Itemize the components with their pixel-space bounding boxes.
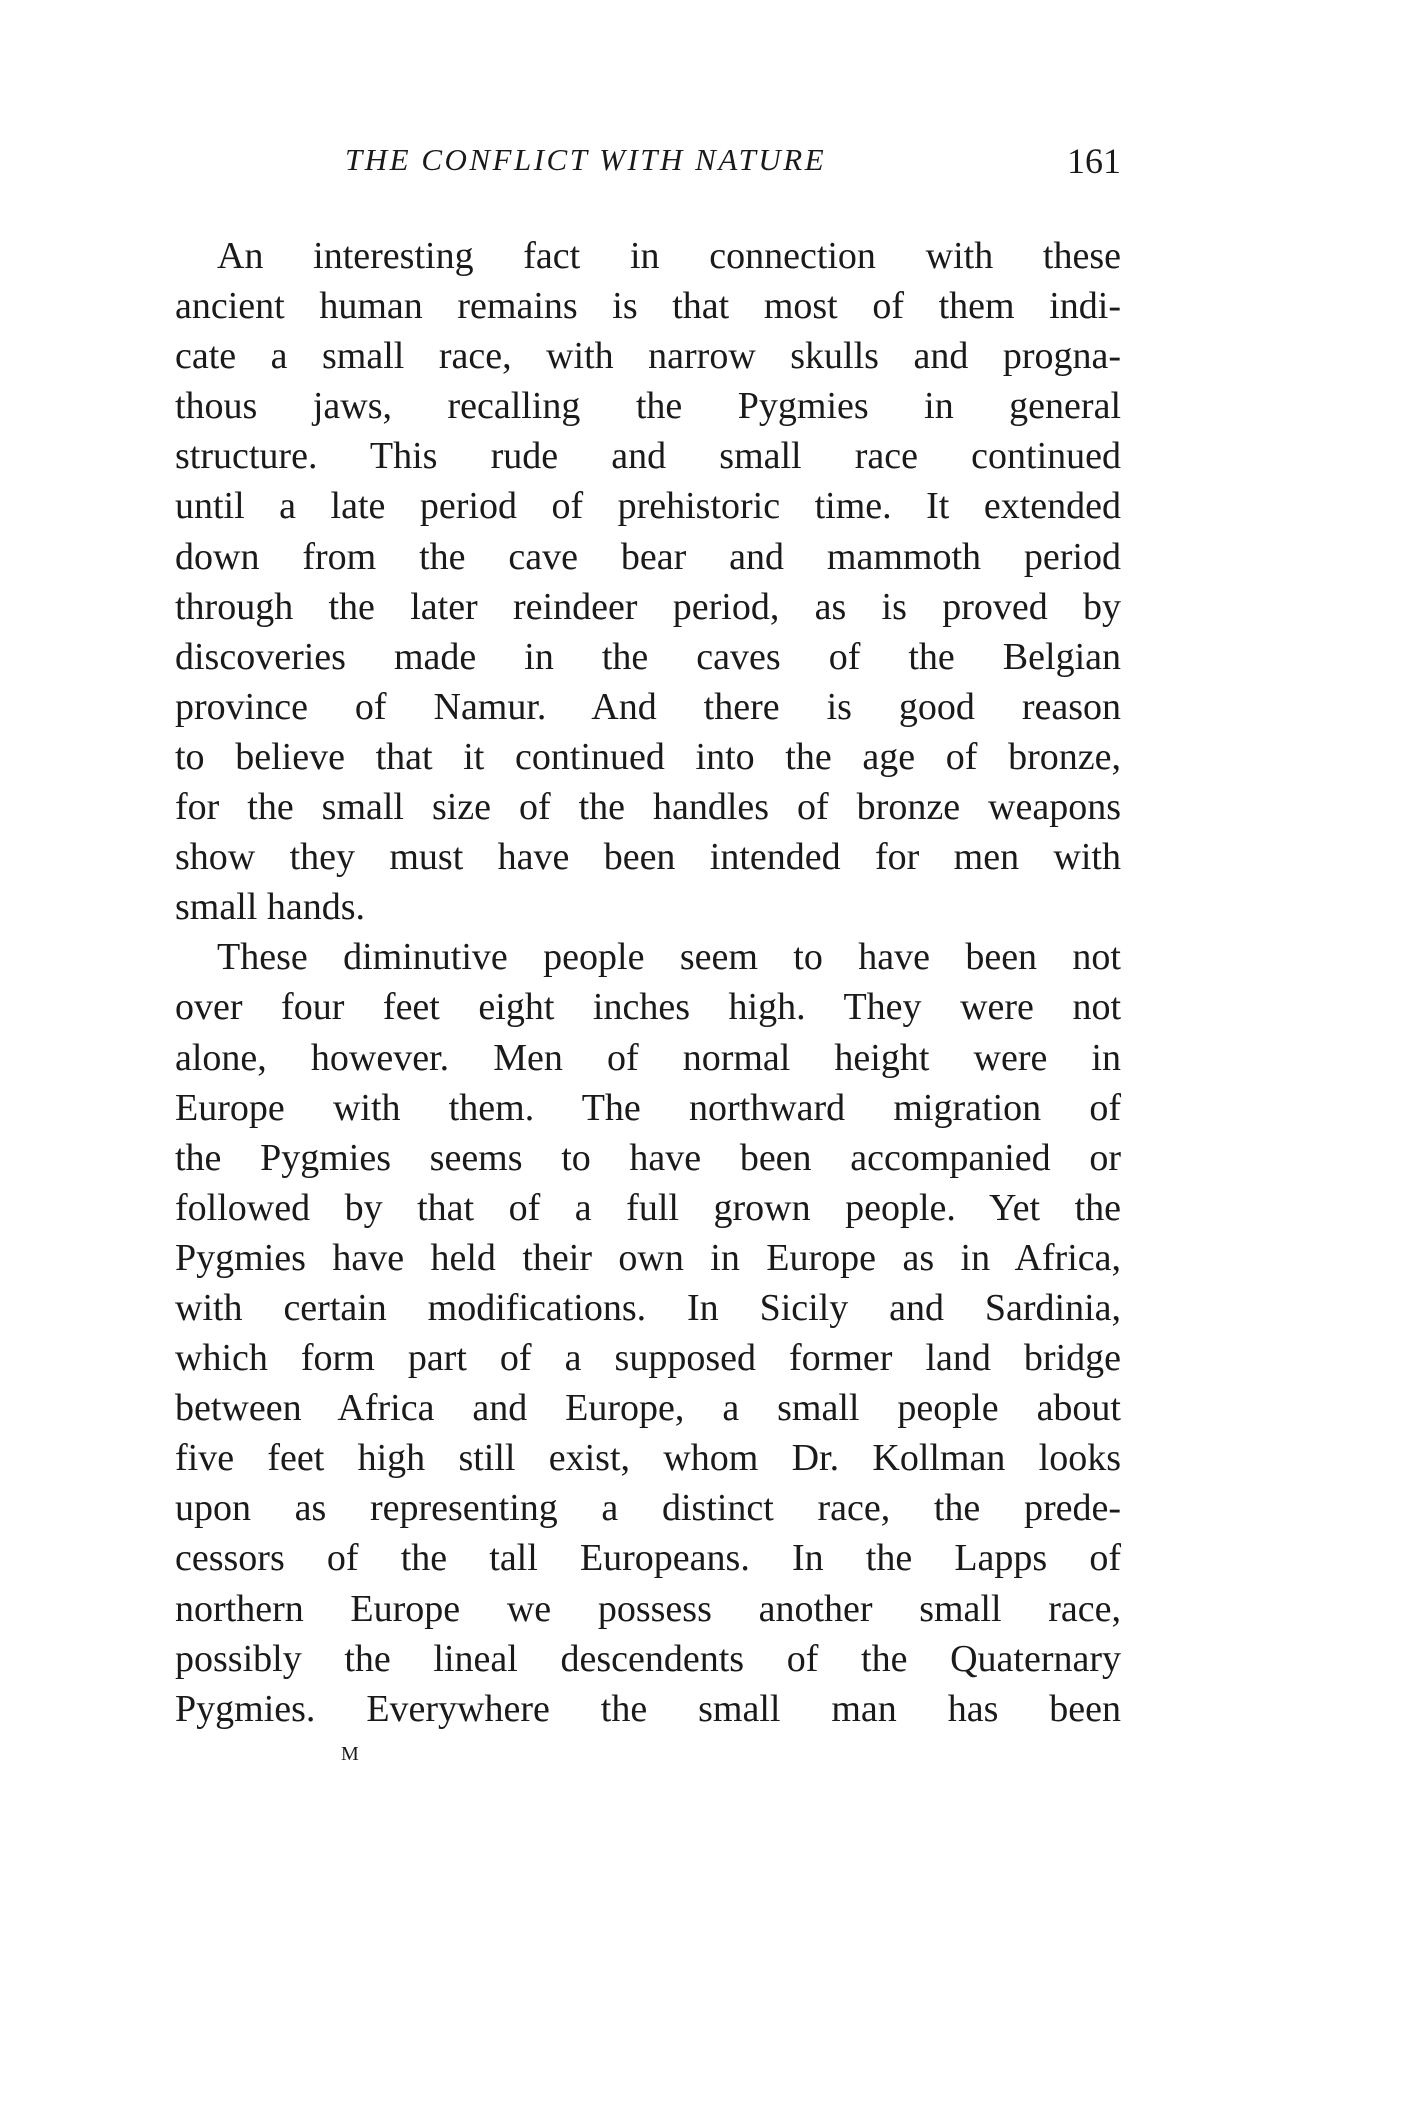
text-line: alone, however. Men of normal height were in xyxy=(175,1036,1121,1079)
text-line: discoveries made in the caves of the Belgian xyxy=(175,635,1121,678)
text-line: until a late period of prehistoric time. It extended xyxy=(175,485,1121,528)
text-line: ancient human remains is that most of them indi- xyxy=(175,285,1121,328)
text-line: to believe that it continued into the age of bronze, xyxy=(175,735,1121,778)
text-line: cessors of the tall Europeans. In the Lapps of xyxy=(175,1537,1121,1580)
text-line: for the small size of the handles of bronze weapons xyxy=(175,786,1121,829)
text-line: through the later reindeer period, as is proved by xyxy=(175,585,1121,628)
text-line: upon as representing a distinct race, the prede- xyxy=(175,1487,1121,1530)
text-line: structure. This rude and small race continued xyxy=(175,435,1121,478)
text-line: which form part of a supposed former land bridge xyxy=(175,1337,1121,1380)
text-line: Europe with them. The northward migration of xyxy=(175,1086,1121,1129)
text-line: possibly the lineal descendents of the Quaternary xyxy=(175,1637,1121,1680)
signature-mark: M xyxy=(341,1743,360,1765)
paragraph xyxy=(175,231,1121,932)
paragraph xyxy=(175,932,1121,1734)
text-line: between Africa and Europe, a small people about xyxy=(175,1387,1121,1430)
text-line: These diminutive people seem to have been not xyxy=(217,936,1121,979)
text-line: with certain modifications. In Sicily and Sardinia, xyxy=(175,1286,1121,1329)
text-line: five feet high still exist, whom Dr. Kollman looks xyxy=(175,1437,1121,1480)
page-number: 161 xyxy=(1067,141,1121,181)
text-line: over four feet eight inches high. They were not xyxy=(175,986,1121,1029)
text-line: Pygmies have held their own in Europe as in Africa, xyxy=(175,1236,1121,1279)
text-line: Pygmies. Everywhere the small man has been xyxy=(175,1687,1121,1730)
text-line: small hands. xyxy=(175,886,365,929)
running-title: THE CONFLICT WITH NATURE xyxy=(345,142,827,177)
text-line: northern Europe we possess another small race, xyxy=(175,1587,1121,1630)
text-line: the Pygmies seems to have been accompanied or xyxy=(175,1136,1121,1179)
text-line: An interesting fact in connection with these xyxy=(217,235,1121,277)
text-line: cate a small race, with narrow skulls and progna- xyxy=(175,335,1121,378)
text-line: followed by that of a full grown people. Yet the xyxy=(175,1186,1121,1229)
page-body xyxy=(175,231,1121,1734)
text-line: province of Namur. And there is good reason xyxy=(175,685,1121,728)
text-line: thous jaws, recalling the Pygmies in general xyxy=(175,385,1121,428)
running-header xyxy=(175,142,1121,192)
text-line: down from the cave bear and mammoth period xyxy=(175,535,1121,578)
text-line: show they must have been intended for men with xyxy=(175,836,1121,879)
